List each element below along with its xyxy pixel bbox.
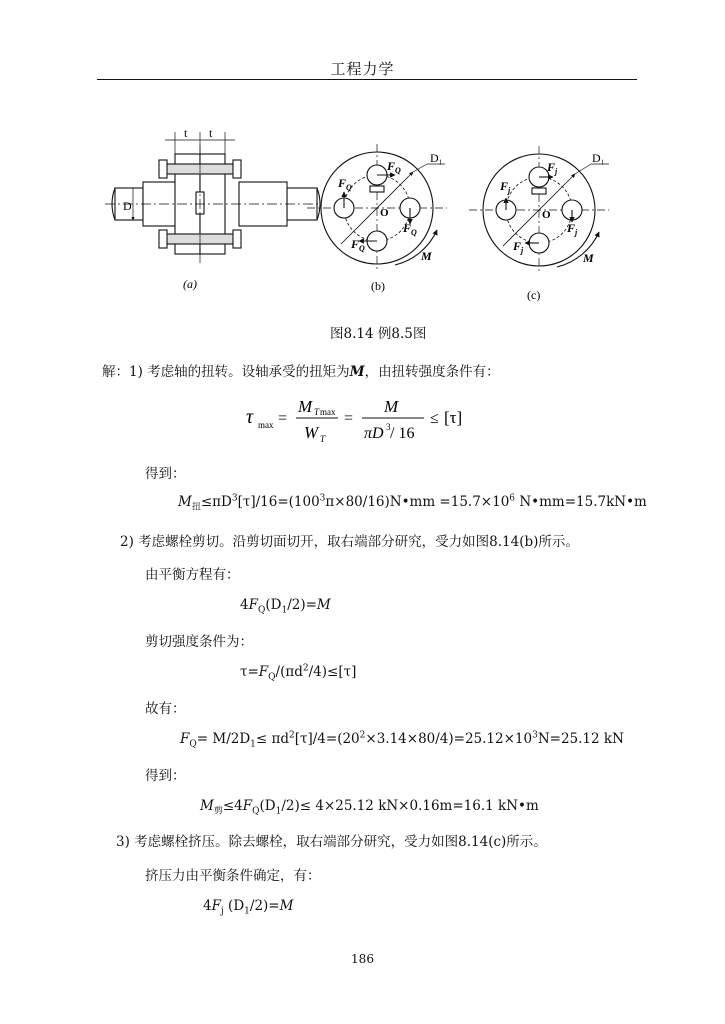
svg-text:=: =	[344, 410, 354, 427]
shear-torque-result: $M_剪\le 4F_Q(D_1/2)\le 4\times 25.12$ kN×0.16m=16.1 kN•m	[200, 798, 539, 817]
page-number: 186	[351, 952, 374, 966]
therefore-label: 故有：	[145, 701, 186, 717]
get-label-1: 得到：	[145, 466, 186, 482]
equilibrium-eq: $4F_Q(D_1/2)=M$	[240, 597, 331, 616]
solution-step-3: 3) 考虑螺栓挤压。除去螺栓，取右端部分研究，受力如图8.14(c)所示。	[116, 834, 547, 850]
torque-result: $M_扭\le\pi D^3[\tau]/16=(100^3\pi\times 80/16)N•mm =15.7\times 10^6$ N•mm=15.7kN•m	[178, 493, 647, 513]
solution-step-2: 2) 考虑螺栓剪切。沿剪切面切开，取右端部分研究，受力如图8.14(b)所示。	[120, 534, 579, 550]
label-O-c: O	[542, 209, 551, 221]
label-D1-b: D₁	[430, 151, 443, 165]
label-FQ-right: $F_Q$	[403, 221, 417, 237]
label-Fj-left: $F_j$	[500, 179, 511, 195]
svg-text:W: W	[304, 423, 319, 442]
svg-text:M: M	[384, 397, 399, 416]
figure-8-14	[95, 120, 635, 310]
equilibrium-label: 由平衡方程有：	[145, 567, 240, 583]
label-FQ-bottom: $F_Q$	[351, 237, 365, 253]
label-FQ-top: $F_Q$	[387, 159, 401, 175]
label-FQ-left: $F_Q$	[338, 176, 352, 192]
bearing-label: 挤压力由平衡条件确定，有：	[145, 868, 321, 884]
svg-text:M: M	[298, 397, 313, 416]
label-c: (c)	[527, 288, 541, 302]
torsion-formula	[240, 390, 480, 446]
running-header: 工程力学	[330, 60, 395, 78]
label-b: (b)	[371, 279, 385, 293]
shear-condition-eq: $\tau=F_Q/(\pi d^2/4)\le[\tau]$	[240, 663, 357, 683]
figure-caption: 图8.14 例8.5图	[330, 326, 427, 342]
shear-force-result: $F_Q= M/2D_1\le \pi d^2[\tau]/4=(20^2\times 3.14\times 80/4)=25.12\times 10^3N=25.12$ kN	[180, 730, 624, 750]
label-t1: t	[184, 126, 188, 140]
svg-text:=: =	[278, 410, 288, 427]
label-t2: t	[209, 126, 213, 140]
svg-text:τ: τ	[246, 406, 254, 428]
header-rule	[97, 79, 637, 80]
svg-text:πD: πD	[364, 425, 384, 442]
label-M-b: M	[421, 249, 432, 263]
svg-text:max: max	[320, 407, 336, 417]
shear-condition-label: 剪切强度条件为：	[145, 634, 253, 650]
coupling-side-view	[105, 132, 327, 265]
label-O-b: O	[380, 207, 389, 219]
label-M-c: M	[583, 251, 594, 265]
svg-text:T: T	[320, 434, 326, 444]
solution-step-1: 解：1) 考虑轴的扭转。设轴承受的扭矩为M，由扭转强度条件有：	[102, 364, 500, 380]
get-label-2: 得到：	[145, 768, 186, 784]
bearing-eq: $4F_j$ $(D_1/2)=M$	[203, 898, 294, 917]
label-D1-c: D₁	[592, 151, 605, 165]
label-Fj-bottom: $F_j$	[513, 239, 524, 255]
svg-text:[τ]: [τ]	[444, 408, 463, 427]
label-Fj-top: $F_j$	[547, 160, 558, 176]
label-a: (a)	[183, 277, 197, 291]
svg-text:3: 3	[386, 422, 391, 432]
svg-text:max: max	[258, 420, 274, 430]
svg-text:/ 16: / 16	[390, 425, 415, 442]
svg-text:≤: ≤	[430, 410, 439, 427]
label-D: D	[123, 199, 132, 213]
svg-text:T: T	[314, 407, 320, 417]
label-Fj-right: $F_j$	[567, 221, 578, 237]
